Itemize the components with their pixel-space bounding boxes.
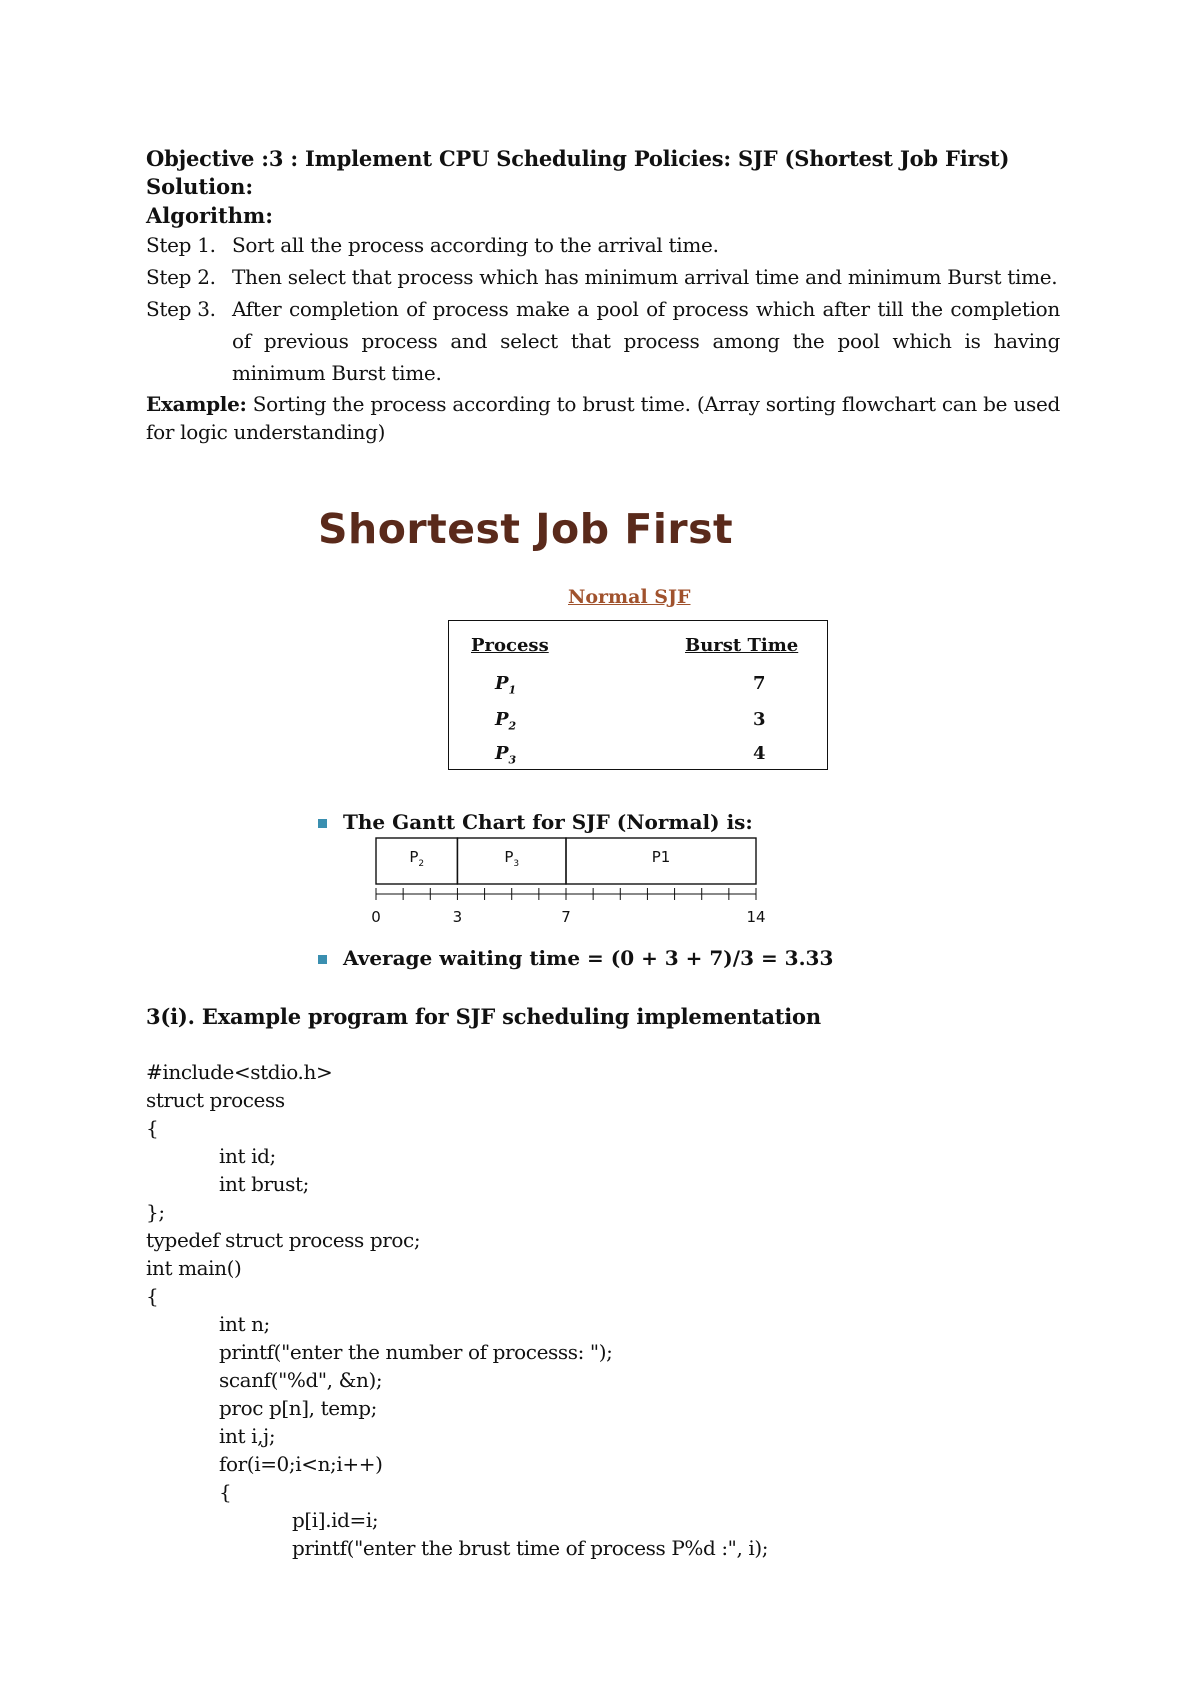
code-line: };	[146, 1200, 165, 1224]
code-line: {	[219, 1480, 232, 1504]
code-line: {	[146, 1116, 159, 1140]
burst-cell: 3	[753, 709, 766, 730]
gantt-segment-label: $P_2$	[409, 848, 425, 869]
step-number: Step 1.	[146, 233, 216, 257]
gantt-tick-label: 3	[452, 908, 463, 926]
example-paragraph	[146, 390, 1060, 446]
average-waiting-time: Average waiting time = (0 + 3 + 7)/3 = 3.33	[318, 946, 833, 970]
code-line: typedef struct process proc;	[146, 1228, 421, 1252]
code-line: printf("enter the brust time of process P%d :", i);	[292, 1536, 769, 1560]
example-text: Sorting the process according to brust time. (Array sorting flowchart can be used for logic understanding)	[146, 392, 1060, 444]
bullet-square-icon	[318, 955, 327, 964]
burst-cell: 7	[753, 673, 766, 694]
code-line: int id;	[219, 1144, 276, 1168]
code-line: printf("enter the number of processs: ");	[219, 1340, 613, 1364]
code-line: {	[146, 1284, 159, 1308]
table-header-process: Process	[471, 635, 549, 656]
process-cell: $P_1$	[495, 673, 517, 697]
code-line: int i,j;	[219, 1424, 276, 1448]
gantt-heading: The Gantt Chart for SJF (Normal) is:	[318, 810, 753, 834]
table-row	[449, 743, 827, 773]
burst-cell: 4	[753, 743, 766, 764]
code-line: #include<stdio.h>	[146, 1060, 333, 1084]
table-header-burst-time: Burst Time	[685, 635, 799, 656]
step-text: After completion of process make a pool of process which after till the completion of previous process and select that process among the pool which is having minimum Burst time.	[232, 297, 1060, 385]
process-cell: $P_3$	[495, 743, 517, 767]
code-line: for(i=0;i<n;i++)	[219, 1452, 383, 1476]
figure-title: Shortest Job First	[318, 505, 734, 553]
solution-label: Solution:	[146, 174, 254, 199]
gantt-segment-label: $P_3$	[504, 848, 520, 869]
code-line: int n;	[219, 1312, 270, 1336]
step-text: Sort all the process according to the arrival time.	[232, 233, 719, 257]
example-label: Example:	[146, 392, 247, 416]
burst-time-table	[448, 620, 828, 770]
code-line: p[i].id=i;	[292, 1508, 379, 1532]
code-line: scanf("%d", &n);	[219, 1368, 383, 1392]
objective-heading: Objective :3 : Implement CPU Scheduling Policies: SJF (Shortest Job First)	[146, 146, 1010, 171]
table-row	[449, 709, 827, 739]
section-heading: 3(i). Example program for SJF scheduling implementation	[146, 1004, 821, 1029]
code-line: int brust;	[219, 1172, 309, 1196]
step-number: Step 2.	[146, 265, 216, 289]
gantt-tick-label: 7	[561, 908, 571, 926]
gantt-segment-label: P1	[651, 848, 671, 866]
figure-subtitle: Normal SJF	[568, 586, 691, 608]
gantt-tick-label: 0	[371, 908, 381, 926]
step-text: Then select that process which has minimum arrival time and minimum Burst time.	[232, 265, 1058, 289]
code-line: proc p[n], temp;	[219, 1396, 377, 1420]
bullet-square-icon	[318, 819, 327, 828]
code-line: struct process	[146, 1088, 285, 1112]
code-line: int main()	[146, 1256, 242, 1280]
algorithm-label: Algorithm:	[146, 203, 273, 228]
gantt-tick-label: 14	[746, 908, 766, 926]
process-cell: $P_2$	[495, 709, 517, 733]
gantt-chart	[368, 836, 768, 946]
step-number: Step 3.	[146, 297, 216, 321]
table-row	[449, 673, 827, 703]
